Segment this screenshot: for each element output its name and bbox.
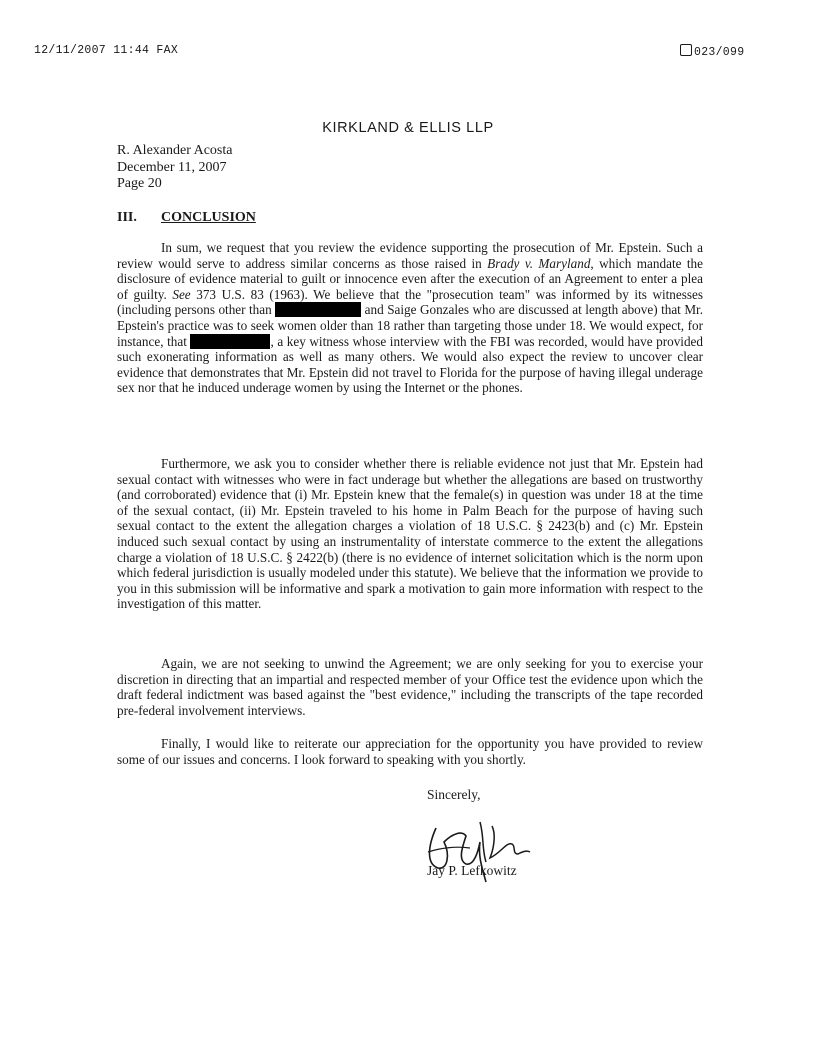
paragraph-review-request: In sum, we request that you review the evidence supporting the prosecution of Mr. Epstein. Such a review would serve to address similar concerns as those raised in Brady v. Maryland, which mandate the disclosure of evidence material to guilt or innocence even after the execution of an Agreement to enter a plea of guilty. See 373 U.S. 83 (1963). We believe that the "prosecution team" was informed by its witnesses (including persons other than and Saige Gonzales who are discussed at length above) that Mr. Epstein's practice was to seek women older than 18 rather than targeting those under 18. We would expect, for instance, that , a key witness whose interview with the FBI was recorded, would have provided such exonerating information as well as many others. We would also expect the review to uncover clear evidence that demonstrates that Mr. Epstein did not travel to Florida for the purpose of having illegal underage sex nor that he induced underage women by using the Internet or the phones. [117, 240, 704, 396]
signatory-name: Jay P. Lefkowitz [427, 863, 517, 878]
fax-header-timestamp: 12/11/2007 11:44 FAX [34, 44, 179, 57]
section-title: CONCLUSION [161, 210, 256, 225]
case-citation: Brady v. Maryland [487, 255, 591, 271]
paragraph-not-unwinding-agreement: Again, we are not seeking to unwind the Agreement; we are only seeking for you to exercise your discretion in directing that an impartial and respected member of your Office test the evidence upon which the draft federal indictment was based against the "best evidence," including the transcripts of the tape recorded pre-federal involvement interviews. [117, 656, 703, 718]
signature [422, 812, 552, 897]
redaction-block [275, 302, 361, 317]
fax-page-counter [680, 44, 744, 59]
letter-date: December 11, 2007 [117, 159, 227, 175]
recipient-name: R. Alexander Acosta [117, 143, 233, 158]
section-heading [117, 210, 256, 226]
fax-icon [680, 44, 692, 56]
section-number: III. [117, 210, 137, 225]
letterhead-firm-name: KIRKLAND & ELLIS LLP [322, 120, 494, 136]
citation-signal: See [172, 286, 191, 302]
handwritten-signature-icon [422, 812, 552, 892]
redaction-block [190, 334, 270, 349]
paragraph-reliable-evidence: Furthermore, we ask you to consider whether there is reliable evidence not just that Mr. Epstein had sexual contact with witnesses who were in fact underage but whether the allegations are based on trustworthy (and corroborated) evidence that (i) Mr. Epstein knew that the female(s) in question was under 18 at the time of the sexual contact, (ii) Mr. Epstein traveled to his home in Palm Beach for the purpose of having such sexual contact to the extent the allegation charges a violation of 18 U.S.C. § 2423(b) and (c) Mr. Epstein induced such sexual contact by using an instrumentality of interstate commerce to the extent the allegations charge a violation of 18 U.S.C. § 2422(b) (there is no evidence of internet solicitation which is the norm upon which federal jurisdiction is usually modeled under this statute). We believe that the information we provide to you in this submission will be informative and spark a motivation to gain more information with respect to the investigation of this matter. [117, 456, 703, 612]
address-block [117, 143, 232, 193]
fax-page-number: 023/099 [694, 46, 745, 59]
page-number: Page 20 [117, 176, 162, 191]
paragraph-appreciation: Finally, I would like to reiterate our appreciation for the opportunity you have provided to review some of our issues and concerns. I look forward to speaking with you shortly. [117, 736, 703, 767]
closing-salutation: Sincerely, [427, 787, 481, 802]
